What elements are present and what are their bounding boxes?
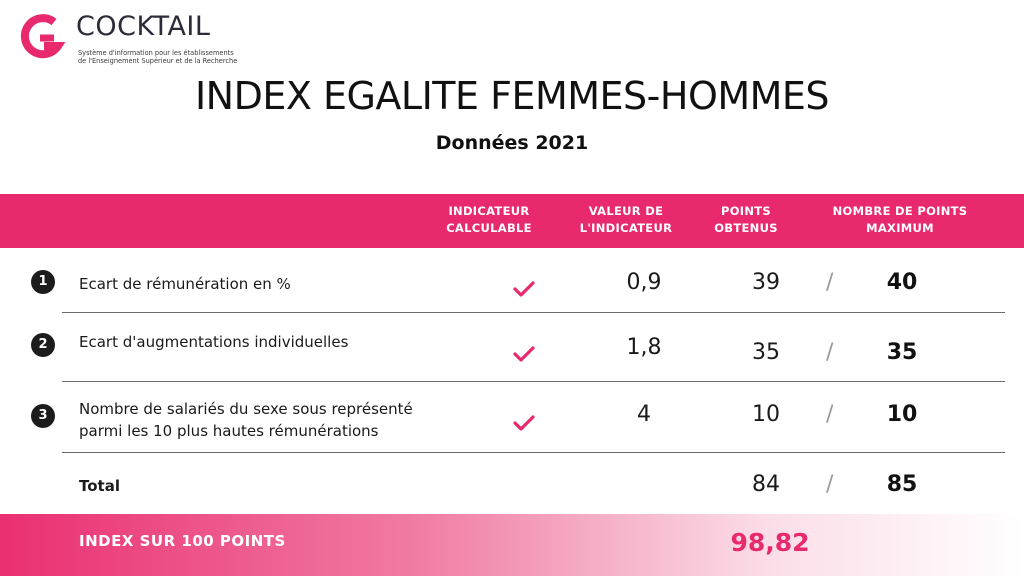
total-row xyxy=(0,453,1024,513)
row-label-line: Ecart d'augmentations individuelles xyxy=(79,333,349,351)
row-number-badge: 2 xyxy=(31,333,55,357)
points-obtained: 39 xyxy=(752,270,780,295)
header-points-line-2: OBTENUS xyxy=(714,221,778,235)
points-obtained: 35 xyxy=(752,340,780,365)
points-separator: / xyxy=(826,402,834,427)
header-valeur-line-1: VALEUR DE xyxy=(588,204,664,218)
header-points-line-1: POINTS xyxy=(720,204,772,218)
table-row xyxy=(0,248,1024,312)
row-label-line: parmi les 10 plus hautes rémunérations xyxy=(79,422,379,440)
row-number-badge: 1 xyxy=(31,270,55,294)
header-valeur-line-2: L'INDICATEUR xyxy=(579,221,673,235)
index-band xyxy=(0,514,1024,576)
table-row xyxy=(0,313,1024,381)
row-label-line: Ecart de rémunération en % xyxy=(79,275,291,293)
points-max: 35 xyxy=(886,340,918,365)
header-calculable xyxy=(432,203,546,237)
logo-tagline-1: Système d'information pour les établissements xyxy=(78,49,234,57)
index-value: 98,82 xyxy=(730,528,810,557)
total-label: Total xyxy=(79,477,120,495)
points-obtained: 10 xyxy=(752,402,780,427)
indicator-value: 0,9 xyxy=(626,270,662,295)
checkmark-icon xyxy=(512,344,536,364)
total-points-max: 85 xyxy=(886,472,918,497)
cocktail-logo xyxy=(14,10,254,64)
header-max-line-2: MAXIMUM xyxy=(866,221,934,235)
points-max: 40 xyxy=(886,270,918,295)
table-header xyxy=(0,194,1024,248)
row-label-line: Nombre de salariés du sexe sous représenté xyxy=(79,400,413,418)
header-calculable-line-1: INDICATEUR xyxy=(448,204,530,218)
header-max xyxy=(814,203,986,237)
table-row xyxy=(0,382,1024,452)
header-valeur xyxy=(566,203,686,237)
indicator-value: 4 xyxy=(637,402,651,427)
index-label: INDEX SUR 100 POINTS xyxy=(79,532,286,550)
row-label xyxy=(79,273,291,295)
checkmark-icon xyxy=(512,279,536,299)
total-points-obtained: 84 xyxy=(752,472,780,497)
header-max-line-1: NOMBRE DE POINTS xyxy=(832,204,968,218)
row-label xyxy=(79,331,348,353)
logo-name: COCKTAIL xyxy=(76,11,211,42)
row-number-badge: 3 xyxy=(31,404,55,428)
row-label xyxy=(79,398,413,442)
page-title: INDEX EGALITE FEMMES-HOMMES xyxy=(194,74,830,118)
page-subtitle: Données 2021 xyxy=(435,132,589,154)
total-points-separator: / xyxy=(826,472,834,497)
points-max: 10 xyxy=(886,402,918,427)
header-points xyxy=(704,203,788,237)
logo-tagline-2: de l'Enseignement Supérieur et de la Recherche xyxy=(78,57,238,65)
points-separator: / xyxy=(826,270,834,295)
points-separator: / xyxy=(826,340,834,365)
cocktail-logo-icon xyxy=(14,10,66,62)
header-calculable-line-2: CALCULABLE xyxy=(446,221,532,235)
checkmark-icon xyxy=(512,413,536,433)
indicator-value: 1,8 xyxy=(626,335,662,360)
